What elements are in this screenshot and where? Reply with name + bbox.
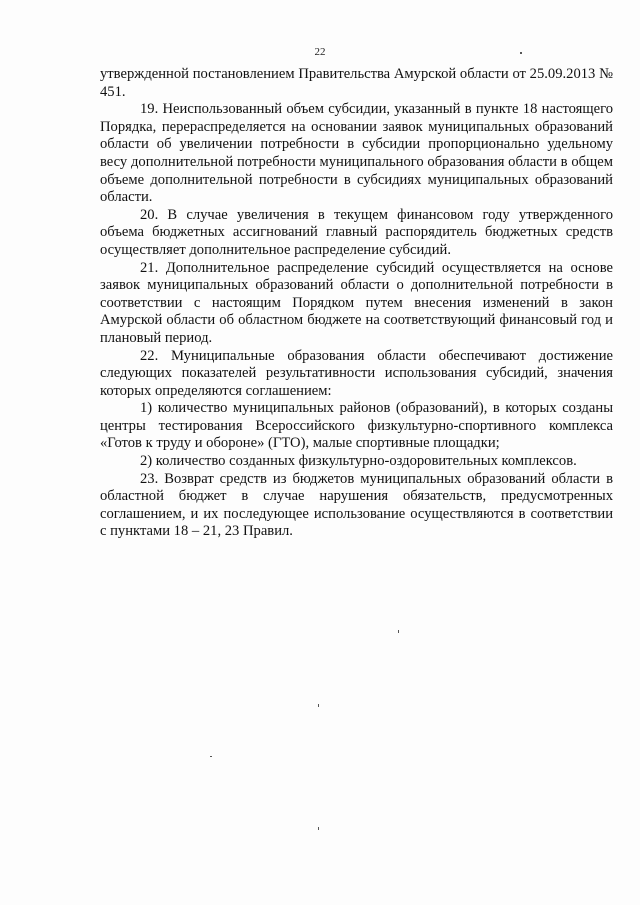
paragraph-19: 19. Неиспользованный объем субсидии, указанный в пункте 18 настоящего Порядка, перераспределяется на основании заявок муниципальных образований области об увеличении потребности в субсидии пропорционально удельному весу дополнительной потребности муниципального образования области в общем объеме дополнительной потребности в субсидиях муниципальных образований области.	[100, 101, 613, 206]
scan-speck	[318, 704, 319, 707]
scan-speck	[520, 52, 522, 54]
list-item-2: 2) количество созданных физкультурно-оздоровительных комплексов.	[140, 453, 577, 470]
page-number: 22	[314, 46, 326, 58]
document-body	[100, 66, 613, 541]
scan-speck	[398, 630, 399, 633]
paragraph-21: 21. Дополнительное распределение субсидий осуществляется на основе заявок муниципальных образований области о дополнительной потребности в соответствии с настоящим Порядком путем внесения изменений в закон Амурской области об областном бюджете на соответствующий финансовый год и плановый период.	[100, 259, 613, 346]
paragraph-23: 23. Возврат средств из бюджетов муниципальных образований области в областной бюджет в случае нарушения обязательств, предусмотренных соглашением, и их последующее использование осуществляются в соответствии с пунктами 18 – 21, 23 Правил.	[100, 470, 613, 540]
paragraph-20: 20. В случае увеличения в текущем финансовом году утвержденного объема бюджетных ассигнований главный распорядитель бюджетных средств осуществляет дополнительное распределение субсидий.	[100, 206, 613, 258]
list-item-1: 1) количество муниципальных районов (образований), в которых созданы центры тестирования Всероссийского физкультурно-спортивного комплекса «Готов к труду и обороне» (ГТО), малые спортивные площадки;	[100, 400, 613, 452]
paragraph-continuation: утвержденной постановлением Правительства Амурской области от 25.09.2013 № 451.	[100, 66, 613, 100]
scan-speck	[210, 756, 212, 757]
scan-speck	[318, 827, 319, 830]
paragraph-22: 22. Муниципальные образования области обеспечивают достижение следующих показателей результативности использования субсидий, значения которых определяются соглашением:	[100, 347, 613, 399]
